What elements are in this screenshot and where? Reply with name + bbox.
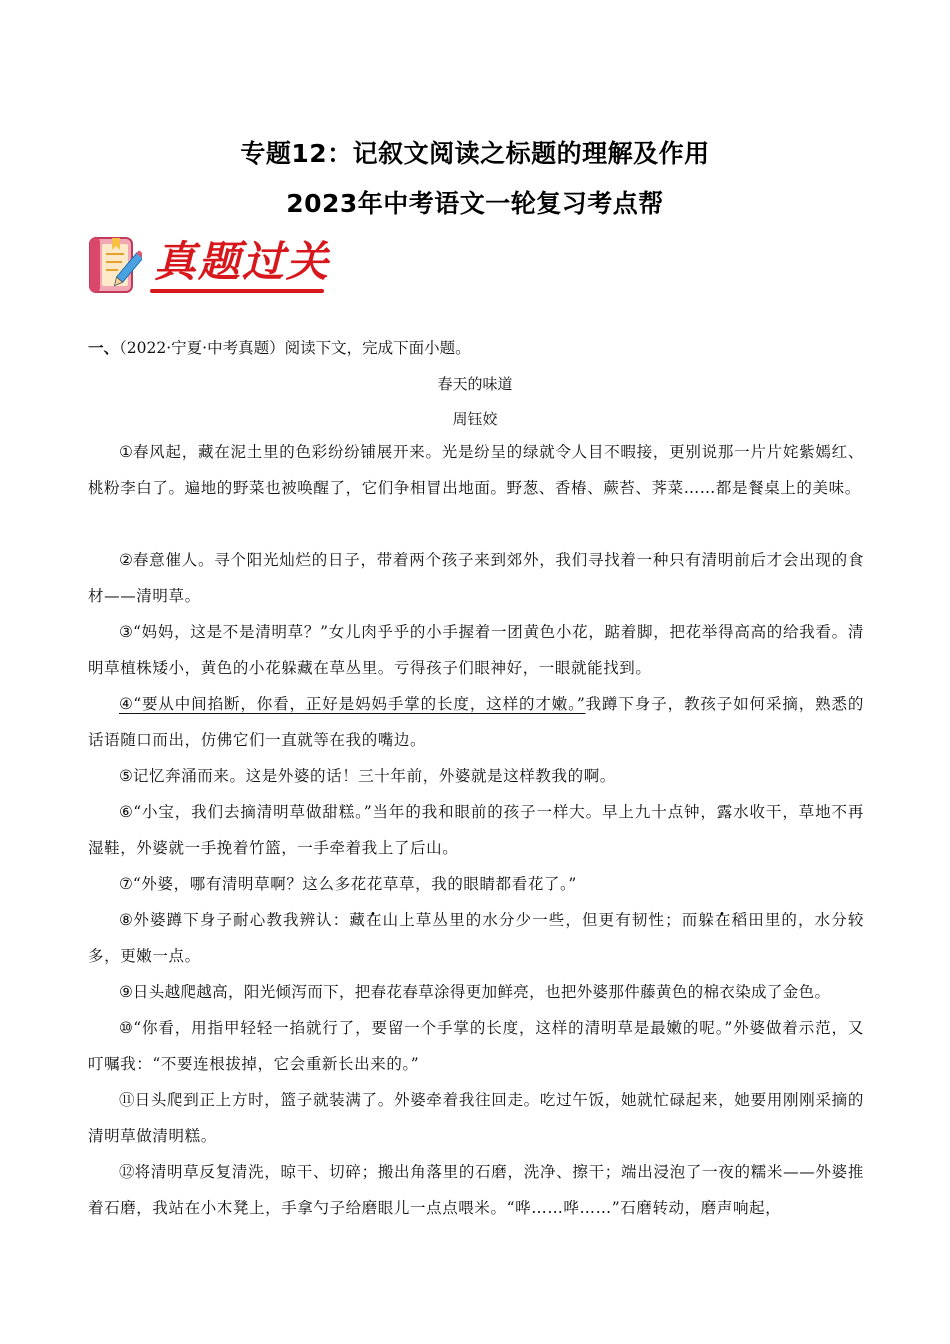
paragraph-8: ⑧外婆蹲下身子耐心教我辨认：藏在山上草丛里的水分少一些，但更有韧性；而躲在稻田里的，水分较多，更嫩一点。 xyxy=(88,911,864,965)
section-banner xyxy=(84,234,334,298)
banner-label: 真题过关 xyxy=(154,237,331,286)
question-number: 一、 xyxy=(88,339,120,357)
paragraph-12: ⑫将清明草反复清洗，晾干、切碎；搬出角落里的石磨，洗净、擦干；端出浸泡了一夜的糯米——外婆推着石磨，我站在小木凳上，手拿勺子给磨眼儿一点点喂米。“哗……哗……”石磨转动，磨声响起， xyxy=(88,1163,864,1217)
emphasis-dot-char: 藏 xyxy=(349,911,367,929)
paragraph-9: ⑨日头越爬越高，阳光倾泻而下，把春花春草涂得更加鲜亮，也把外婆那件藤黄色的棉衣染成了金色。 xyxy=(119,983,831,1001)
paragraph-7: ⑦“外婆，哪有清明草啊？这么多花花草草，我的眼睛都看花了。” xyxy=(119,875,577,893)
paragraph-4: ④“要从中间掐断，你看，正好是妈妈手掌的长度，这样的才嫩。”我蹲下身子，教孩子如何采摘，熟悉的话语随口而出，仿佛它们一直就等在我的嘴边。 xyxy=(88,695,864,749)
page-title: 专题12：记叙文阅读之标题的理解及作用 xyxy=(240,139,710,168)
paragraph-10: ⑩“你看，用指甲轻轻一掐就行了，要留一个手掌的长度，这样的清明草是最嫩的呢。”外婆做着示范，又叮嘱我：“不要连根拔掉，它会重新长出来的。” xyxy=(88,1019,864,1073)
paragraph-5: ⑤记忆奔涌而来。这是外婆的话！三十年前，外婆就是这样教我的啊。 xyxy=(119,767,616,785)
paragraph-6: ⑥“小宝，我们去摘清明草做甜糕。”当年的我和眼前的孩子一样大。早上九十点钟，露水收干，草地不再湿鞋，外婆就一手挽着竹篮，一手牵着我上了后山。 xyxy=(88,803,864,857)
notebook-pencil-icon xyxy=(86,236,142,294)
paragraph-11: ⑪日头爬到正上方时，篮子就装满了。外婆牵着我往回走。吃过午饭，她就忙碌起来，她要用刚刚采摘的清明草做清明糕。 xyxy=(88,1091,864,1145)
paragraph-2: ②春意催人。寻个阳光灿烂的日子，带着两个孩子来到郊外，我们寻找着一种只有清明前后才会出现的食材——清明草。 xyxy=(88,551,864,605)
question-text: （2022·宁夏·中考真题）阅读下文，完成下面小题。 xyxy=(119,339,471,357)
article-title: 春天的味道 xyxy=(437,375,513,393)
banner-underline xyxy=(150,289,324,293)
emphasis-dot-char: 躲 xyxy=(698,911,715,929)
paragraph-3: ③“妈妈，这是不是清明草？”女儿肉乎乎的小手握着一团黄色小花，踮着脚，把花举得高高的给我看。清明草植株矮小，黄色的小花躲藏在草丛里。亏得孩子们眼神好，一眼就能找到。 xyxy=(88,623,865,677)
page-subtitle: 2023年中考语文一轮复习考点帮 xyxy=(286,189,664,218)
article-author: 周钰姣 xyxy=(452,410,498,428)
underlined-sentence: “要从中间掐断，你看，正好是妈妈手掌的长度，这样的才嫩。” xyxy=(133,695,586,713)
paragraph-1: ①春风起，藏在泥土里的色彩纷纷铺展开来。光是纷呈的绿就令人目不暇接，更别说那一片片姹紫嫣红、桃粉李白了。遍地的野菜也被唤醒了，它们争相冒出地面。野葱、香椿、蕨苔、荠菜……都是餐桌上的美味。 xyxy=(88,443,864,497)
question-header xyxy=(88,336,471,358)
